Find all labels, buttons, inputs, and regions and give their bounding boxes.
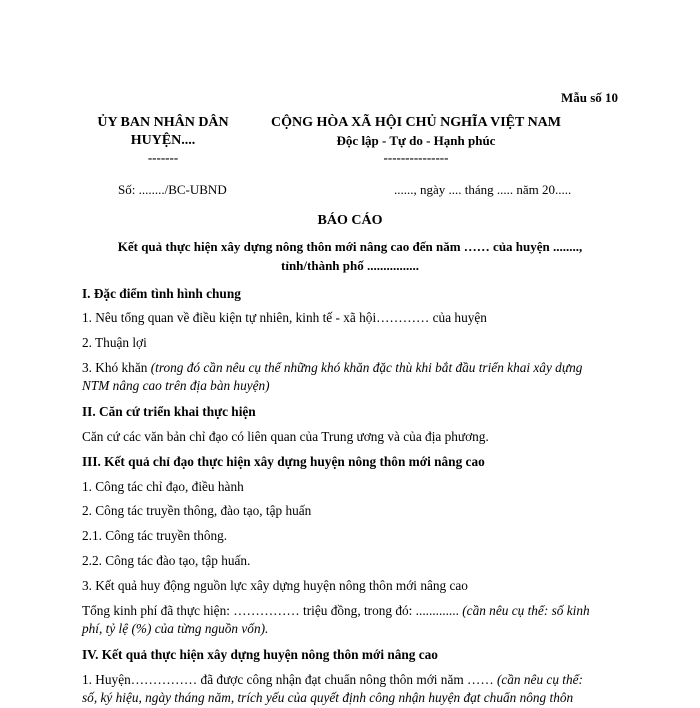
section-3-funding-note-cont: phí, tỷ lệ (%) của từng nguồn vốn). xyxy=(82,621,269,636)
section-3-item-2-1: 2.1. Công tác truyền thông. xyxy=(82,528,228,543)
section-4-item-1-lead: 1. Huyện…………… đã được công nhận đạt chuẩn nông thôn mới năm …… xyxy=(82,672,497,687)
agency-line1: ỦY BAN NHÂN DÂN xyxy=(97,115,229,130)
report-title: BÁO CÁO xyxy=(317,213,383,228)
section-3-funding-note: (cần nêu cụ thể: số kinh xyxy=(462,603,590,618)
form-number: Mẫu số 10 xyxy=(560,90,618,105)
national-title: CỘNG HÒA XÃ HỘI CHỦ NGHĨA VIỆT NAM xyxy=(270,115,561,130)
section-3-funding-lead: Tổng kinh phí đã thực hiện: …………… triệu đồng, trong đó: ............. xyxy=(82,603,463,618)
report-subtitle-line2: tỉnh/thành phố ................ xyxy=(281,258,419,273)
section-3-heading: III. Kết quả chỉ đạo thực hiện xây dựng huyện nông thôn mới nâng cao xyxy=(82,454,485,469)
section-3-item-1: 1. Công tác chỉ đạo, điều hành xyxy=(82,479,244,494)
national-divider: --------------- xyxy=(383,150,449,165)
section-1-item-3-lead: 3. Khó khăn xyxy=(82,360,151,375)
section-2-heading: II. Căn cứ triển khai thực hiện xyxy=(82,404,256,419)
report-subtitle-line1: Kết quả thực hiện xây dựng nông thôn mới nâng cao đến năm …… của huyện ........, xyxy=(117,239,583,254)
section-1-item-2: 2. Thuận lợi xyxy=(82,335,147,350)
agency-divider: ------- xyxy=(147,150,179,165)
national-motto: Độc lập - Tự do - Hạnh phúc xyxy=(336,133,496,148)
section-4-item-1-note-cont: số, ký hiệu, ngày tháng năm, trích yếu của quyết định công nhận huyện đạt chuẩn nông thôn xyxy=(82,690,574,705)
section-4-heading: IV. Kết quả thực hiện xây dựng huyện nông thôn mới nâng cao xyxy=(82,647,438,662)
section-2-item-1: Căn cứ các văn bản chỉ đạo có liên quan của Trung ương và của địa phương. xyxy=(82,429,489,444)
section-4-item-1-note: (cần nêu cụ thể: xyxy=(496,672,583,687)
section-1-item-3-note: (trong đó cần nêu cụ thể những khó khăn đặc thù khi bắt đầu triển khai xây dựng xyxy=(150,360,583,375)
section-3-item-2-2: 2.2. Công tác đào tạo, tập huấn. xyxy=(82,553,251,568)
date-line: ......, ngày .... tháng ..... năm 20..... xyxy=(394,182,572,197)
section-1-item-3-note-cont: NTM nâng cao trên địa bàn huyện) xyxy=(82,378,270,393)
section-1-heading: I. Đặc điểm tình hình chung xyxy=(82,286,241,301)
section-3-item-3: 3. Kết quả huy động nguồn lực xây dựng huyện nông thôn mới nâng cao xyxy=(82,578,468,593)
doc-number: Số: ......../BC-UBND xyxy=(118,182,227,197)
section-1-item-1: 1. Nêu tổng quan về điều kiện tự nhiên, kinh tế - xã hội………… của huyện xyxy=(82,310,487,325)
section-3-item-2: 2. Công tác truyền thông, đào tạo, tập huấn xyxy=(82,503,312,518)
agency-line2: HUYỆN.... xyxy=(130,133,196,148)
